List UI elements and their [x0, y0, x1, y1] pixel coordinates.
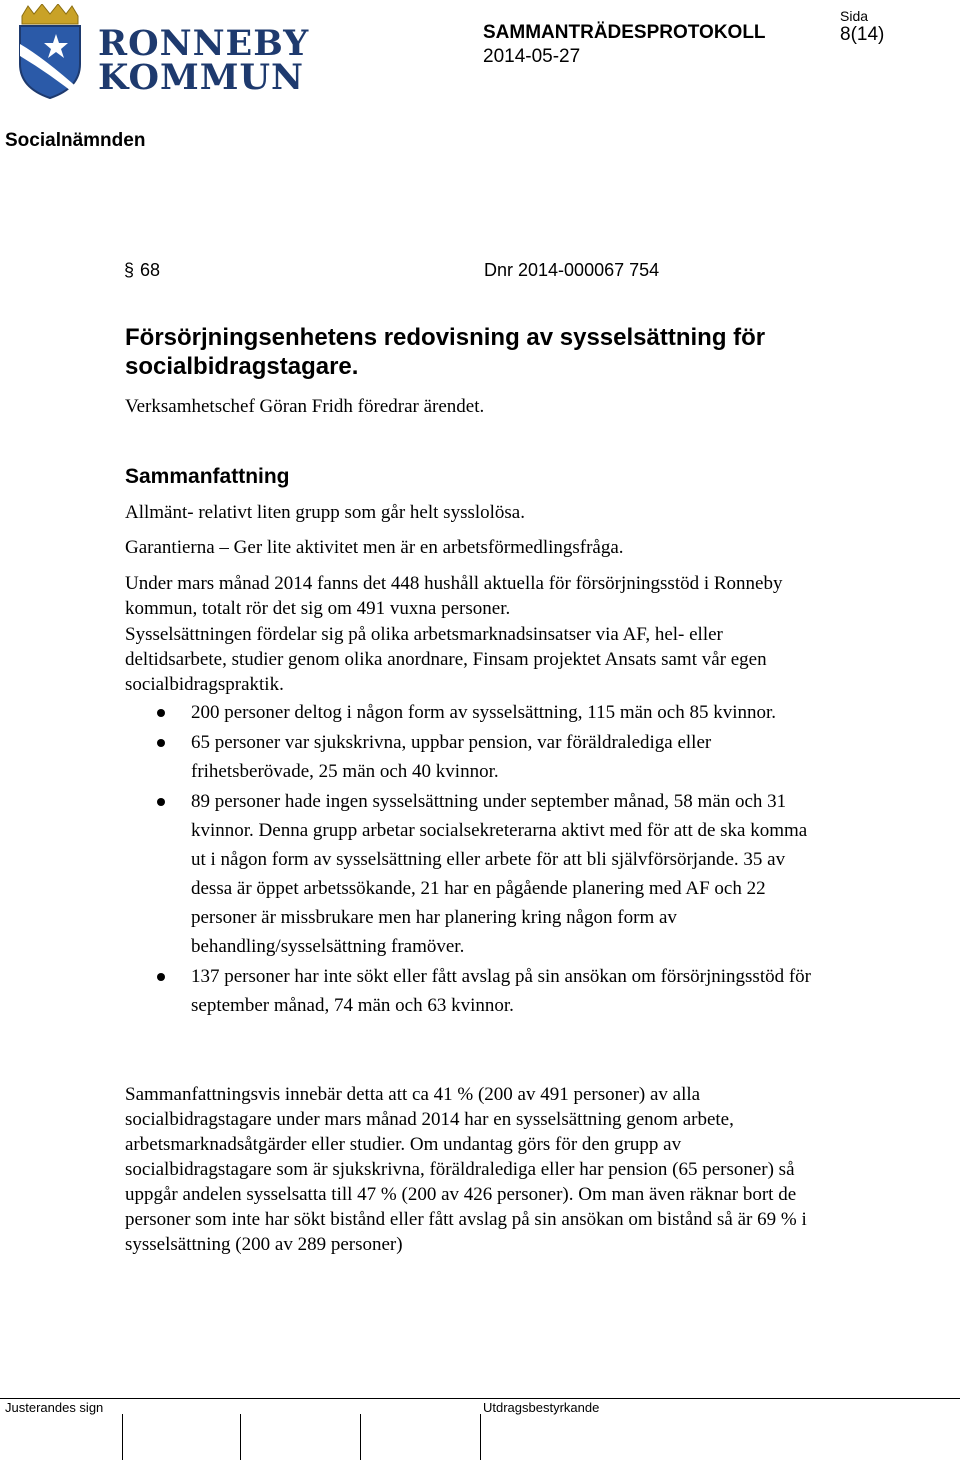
logo-text-kommun: KOMMUN [98, 57, 304, 98]
conclusion-paragraph: Sammanfattningsvis innebär detta att ca 41 % (200 av 491 personer) av alla socialbidragstagare under mars månad 2014 har en sysselsättning genom arbete, arbetsmarknadsåtgärder eller studier. Om undantag görs för den grupp av socialbidragstagare som är sjukskrivna, föräldralediga eller har pension (65 personer) så uppgår andelen sysselsatta till 47 % (200 av 426 personer). Om man även räknar bort de personer som inte har sökt bistånd eller fått avslag på sin ansökan om bistånd så är 69 % i sysselsättning (200 av 289 personer) [125, 1084, 807, 1255]
signature-field-divider [122, 1414, 123, 1460]
summary-heading: Sammanfattning [125, 465, 290, 488]
coat-of-arms-icon [14, 4, 86, 100]
page-number: 8(14) [840, 24, 885, 45]
list-item-text: 200 personer deltog i någon form av sysselsättning, 115 män och 85 kvinnor. [191, 702, 777, 723]
bullet-icon [157, 973, 165, 981]
diary-number: Dnr 2014-000067 754 [484, 260, 660, 280]
list-item [125, 787, 825, 961]
footer-divider [0, 1398, 960, 1399]
bullet-icon [157, 798, 165, 806]
signature-field-divider [240, 1414, 241, 1460]
list-item-text: 137 personer har inte sökt eller fått avslag på sin ansökan om försörjningsstöd för september månad, 74 män och 63 kvinnor. [191, 966, 811, 1016]
presenter-line: Verksamhetschef Göran Fridh föredrar ärendet. [125, 396, 485, 417]
signature-field-divider [480, 1414, 481, 1460]
committee-name: Socialnämnden [5, 130, 146, 151]
page-label: Sida [840, 8, 869, 24]
paragraph-symbol: § [124, 260, 135, 280]
list-item-text: 65 personer var sjukskrivna, uppbar pension, var föräldralediga eller frihetsberövade, 25 män och 40 kvinnor. [191, 732, 712, 782]
bullet-icon [157, 739, 165, 747]
list-item [125, 728, 825, 786]
item-number: 68 [140, 260, 161, 280]
item-title: Försörjningsenhetens redovisning av sysselsättning för socialbidragstagare. [125, 324, 766, 380]
summary-paragraph-4: Sysselsättningen fördelar sig på olika arbetsmarknadsinsatser via AF, hel- eller deltidsarbete, studier genom olika anordnare, Finsam projektet Ansats samt vår egen socialbidragspraktik. [125, 624, 767, 695]
summary-paragraph-3: Under mars månad 2014 fanns det 448 hushåll aktuella för försörjningsstöd i Ronneby kommun, totalt rör det sig om 491 vuxna personer. [125, 573, 783, 619]
summary-paragraph-2: Garantierna – Ger lite aktivitet men är en arbetsförmedlingsfråga. [125, 537, 624, 558]
certification-label: Utdragsbestyrkande [483, 1400, 600, 1415]
logo-text-ronneby: RONNEBY [98, 23, 310, 64]
document-type: SAMMANTRÄDESPROTOKOLL [483, 22, 766, 43]
signature-field-divider [360, 1414, 361, 1460]
list-item [125, 698, 825, 727]
signature-label: Justerandes sign [5, 1400, 104, 1415]
bullet-icon [157, 709, 165, 717]
statistics-list [125, 698, 825, 1021]
list-item-text: 89 personer hade ingen sysselsättning under september månad, 58 män och 31 kvinnor. Denna grupp arbetar socialsekreterarna aktivt med för att de ska komma ut i någon form av sysselsättning eller arbete för att bli självförsörjande. 35 av dessa är öppet arbetssökande, 21 har en pågående planering med AF och 22 personer är missbrukare men har planering kring någon form av behandling/sysselsättning framöver. [191, 791, 808, 957]
list-item [125, 962, 825, 1020]
meeting-date: 2014-05-27 [483, 46, 581, 67]
ronneby-kommun-logo [14, 4, 310, 100]
summary-paragraph-1: Allmänt- relativt liten grupp som går helt sysslolösa. [125, 502, 525, 523]
